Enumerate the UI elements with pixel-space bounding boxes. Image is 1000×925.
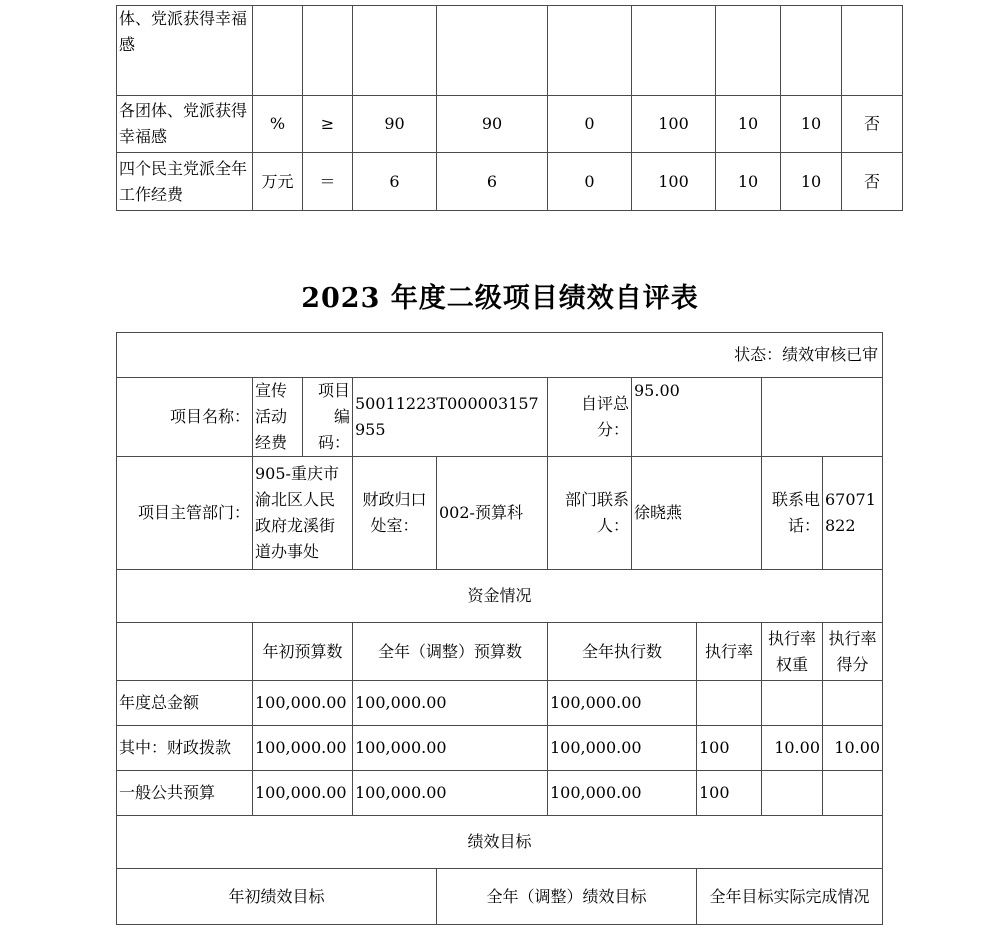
col-header: 执行率 bbox=[697, 623, 762, 681]
office-label: 财政归口处室： bbox=[353, 457, 437, 570]
col-header: 全年执行数 bbox=[548, 623, 697, 681]
indicator-name: 体、党派获得幸福感 bbox=[117, 6, 253, 96]
page-title: 2023 年度二级项目绩效自评表 bbox=[301, 283, 699, 314]
indicator-value: 10 bbox=[716, 153, 781, 211]
indicator-value bbox=[716, 6, 781, 96]
funds-executed: 100,000.00 bbox=[548, 771, 697, 816]
phone-label: 联系电话： bbox=[762, 457, 823, 570]
indicator-symbol: ＝ bbox=[303, 153, 353, 211]
funds-row-label: 其中：财政拨款 bbox=[117, 726, 253, 771]
dept-value: 905-重庆市渝北区人民政府龙溪街道办事处 bbox=[253, 457, 353, 570]
indicator-value: 100 bbox=[632, 96, 716, 153]
funds-initial: 100,000.00 bbox=[253, 726, 353, 771]
table-row bbox=[117, 6, 903, 96]
project-name-value: 宣传活动经费 bbox=[253, 378, 303, 457]
evaluation-form bbox=[116, 332, 883, 925]
funds-section-title: 资金情况 bbox=[117, 570, 883, 623]
funds-rate: 100 bbox=[697, 726, 762, 771]
funds-adjusted: 100,000.00 bbox=[353, 726, 548, 771]
funds-rate bbox=[697, 681, 762, 726]
table-row bbox=[117, 726, 883, 771]
indicator-flag: 否 bbox=[842, 153, 903, 211]
funds-initial: 100,000.00 bbox=[253, 681, 353, 726]
table-row bbox=[117, 681, 883, 726]
indicator-value: 0 bbox=[548, 96, 632, 153]
indicator-value: 90 bbox=[437, 96, 548, 153]
indicator-unit: % bbox=[253, 96, 303, 153]
col-header: 执行率得分 bbox=[823, 623, 883, 681]
col-header: 全年（调整）绩效目标 bbox=[437, 869, 697, 925]
indicator-value: 10 bbox=[781, 96, 842, 153]
funds-score bbox=[823, 681, 883, 726]
empty-cell bbox=[762, 378, 883, 457]
section-header-row bbox=[117, 570, 883, 623]
project-code-label: 项目编码： bbox=[303, 378, 353, 457]
indicator-value: 6 bbox=[437, 153, 548, 211]
goals-section-title: 绩效目标 bbox=[117, 816, 883, 869]
funds-weight: 10.00 bbox=[762, 726, 823, 771]
indicator-value: 10 bbox=[781, 153, 842, 211]
funds-rate: 100 bbox=[697, 771, 762, 816]
section-header-row bbox=[117, 816, 883, 869]
phone-value: 67071822 bbox=[823, 457, 883, 570]
col-header: 全年目标实际完成情况 bbox=[697, 869, 883, 925]
funds-adjusted: 100,000.00 bbox=[353, 771, 548, 816]
status-row bbox=[117, 333, 883, 378]
indicator-unit: 万元 bbox=[253, 153, 303, 211]
funds-adjusted: 100,000.00 bbox=[353, 681, 548, 726]
indicator-value: 90 bbox=[353, 96, 437, 153]
col-header: 年初预算数 bbox=[253, 623, 353, 681]
project-name-label: 项目名称： bbox=[117, 378, 253, 457]
indicator-unit bbox=[253, 6, 303, 96]
indicator-flag bbox=[842, 6, 903, 96]
empty-cell bbox=[117, 623, 253, 681]
indicator-value bbox=[632, 6, 716, 96]
col-header: 全年（调整）预算数 bbox=[353, 623, 548, 681]
contact-value: 徐晓燕 bbox=[632, 457, 762, 570]
funds-row-label: 年度总金额 bbox=[117, 681, 253, 726]
indicator-value: 6 bbox=[353, 153, 437, 211]
funds-score: 10.00 bbox=[823, 726, 883, 771]
indicator-symbol bbox=[303, 6, 353, 96]
col-header: 年初绩效目标 bbox=[117, 869, 437, 925]
dept-label: 项目主管部门： bbox=[117, 457, 253, 570]
funds-header-row bbox=[117, 623, 883, 681]
funds-row-label: 一般公共预算 bbox=[117, 771, 253, 816]
status-text: 状态：绩效审核已审 bbox=[117, 333, 883, 378]
indicator-value bbox=[548, 6, 632, 96]
funds-initial: 100,000.00 bbox=[253, 771, 353, 816]
indicator-value bbox=[353, 6, 437, 96]
office-value: 002-预算科 bbox=[437, 457, 548, 570]
indicator-symbol: ≥ bbox=[303, 96, 353, 153]
contact-label: 部门联系人： bbox=[548, 457, 632, 570]
table-row bbox=[117, 153, 903, 211]
indicator-value: 0 bbox=[548, 153, 632, 211]
indicator-value bbox=[437, 6, 548, 96]
funds-weight bbox=[762, 681, 823, 726]
goals-header-row bbox=[117, 869, 883, 925]
funds-executed: 100,000.00 bbox=[548, 726, 697, 771]
indicator-name: 四个民主党派全年工作经费 bbox=[117, 153, 253, 211]
funds-executed: 100,000.00 bbox=[548, 681, 697, 726]
score-label: 自评总分： bbox=[548, 378, 632, 457]
indicator-name: 各团体、党派获得幸福感 bbox=[117, 96, 253, 153]
indicator-value: 10 bbox=[716, 96, 781, 153]
funds-score bbox=[823, 771, 883, 816]
indicator-value bbox=[781, 6, 842, 96]
project-code-value: 50011223T000003157955 bbox=[353, 378, 548, 457]
table-row bbox=[117, 771, 883, 816]
table-row bbox=[117, 378, 883, 457]
indicator-value: 100 bbox=[632, 153, 716, 211]
indicator-flag: 否 bbox=[842, 96, 903, 153]
score-value: 95.00 bbox=[632, 378, 762, 457]
table-row bbox=[117, 96, 903, 153]
funds-weight bbox=[762, 771, 823, 816]
table-row bbox=[117, 457, 883, 570]
indicator-table bbox=[116, 5, 903, 211]
col-header: 执行率权重 bbox=[762, 623, 823, 681]
